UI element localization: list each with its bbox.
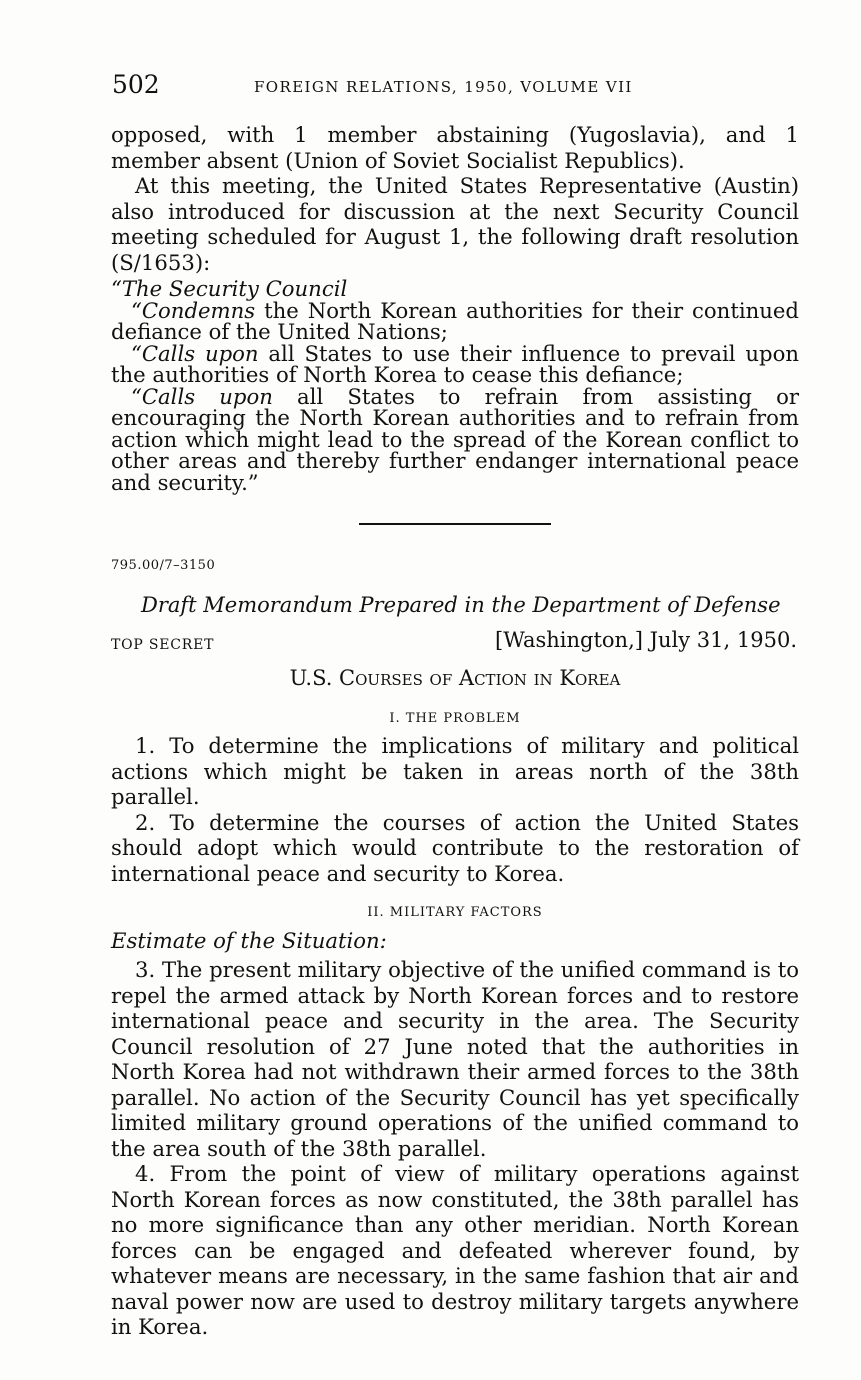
clause-text: all States to use their influence to prevail upon the authorities of North Korea to cease this defiance; [111, 340, 800, 387]
section-heading-military: II. MILITARY FACTORS [367, 905, 543, 920]
clause-text: the North Korean authorities for their continued defiance of the United Nations; [111, 297, 799, 344]
estimate-label: Estimate of the Situation: [111, 927, 387, 953]
dateline: [Washington,] July 31, 1950. [495, 628, 797, 652]
clause-verb: “Condemns [131, 297, 256, 323]
item-4: 4. From the point of view of military operations against North Korean forces as now constituted, the 38th parallel has no more significance than any other meridian. North Korean forces can be engaged and defeated wherever found, by whatever means are necessary, in the same fashion that air and naval power now are used to destroy military targets anywhere in Korea. [111, 1161, 799, 1339]
running-header [112, 70, 752, 102]
resolution-clause-1 [111, 297, 799, 344]
item-1: 1. To determine the implications of military and political actions which might be taken in areas north of the 38th parallel. [111, 733, 799, 809]
item-3: 3. The present military objective of the unified command is to repel the armed attack by North Korean forces and to restore international peace and security in the area. The Security Council resolution of 27 June noted that the authorities in North Korea had not withdrawn their armed forces to the 38th parallel. No action of the Security Council has yet specifically limited military ground operations of the unified command to the area south of the 38th parallel. [111, 957, 799, 1161]
running-title: FOREIGN RELATIONS, 1950, VOLUME VII [254, 78, 633, 96]
section-divider [359, 523, 551, 525]
resolution-heading: “The Security Council [111, 276, 348, 301]
document-meta [111, 628, 799, 658]
document-title: Draft Memorandum Prepared in the Department of Defense [141, 592, 781, 617]
intro-paragraph-2: At this meeting, the United States Representative (Austin) also introduced for discussion at the next Security Council meeting scheduled for August 1, the following draft resolution (S/1653): [111, 173, 799, 275]
draft-resolution [111, 278, 799, 493]
clause-verb: “Calls upon [131, 383, 273, 409]
section-heading-problem: I. THE PROBLEM [389, 710, 521, 726]
resolution-clause-2 [111, 340, 800, 387]
clause-text: all States to refrain from assisting or encouraging the North Korean authorities and to refrain from action which might lead to the spread of the Korean conflict to other areas and thereby further endanger international peace and security.” [111, 383, 800, 495]
document-subject: U.S. Courses of Action in Korea [289, 666, 621, 690]
classification: TOP SECRET [111, 637, 215, 653]
intro-paragraph-1: opposed, with 1 member abstaining (Yugoslavia), and 1 member absent (Union of Soviet Socialist Republics). [111, 122, 799, 173]
resolution-clause-3 [111, 383, 800, 495]
item-2: 2. To determine the courses of action the United States should adopt which would contribute to the restoration of international peace and security to Korea. [111, 809, 799, 886]
file-number: 795.00/7–3150 [111, 558, 216, 573]
clause-verb: “Calls upon [131, 340, 259, 366]
page-body [111, 122, 799, 1340]
page-number: 502 [112, 70, 160, 99]
